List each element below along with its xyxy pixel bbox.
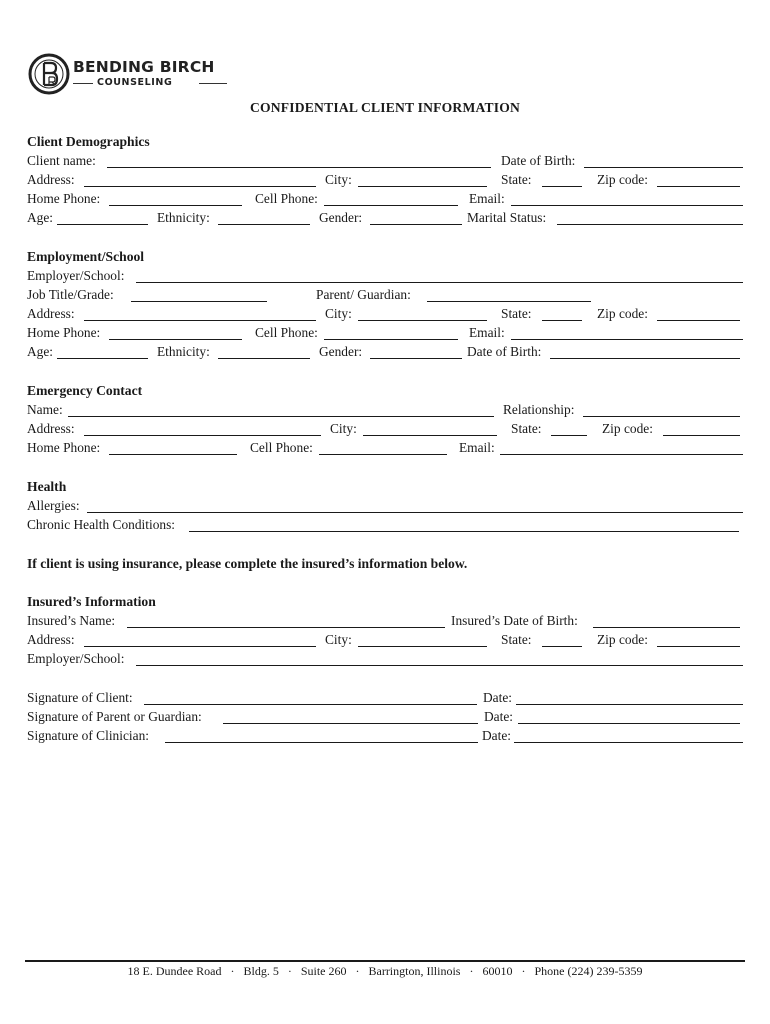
parent-signature-row <box>27 708 743 727</box>
section-heading-emergency-contact: Emergency Contact <box>27 383 143 398</box>
clinician-signature-date-label: Date: <box>482 728 511 743</box>
insured-address-label: Address: <box>27 632 75 647</box>
emergency-relationship-label: Relationship: <box>503 402 575 417</box>
emergency-name-field[interactable] <box>68 401 494 417</box>
emergency-email-label: Email: <box>459 440 495 455</box>
insured-address-row <box>27 631 743 650</box>
insured-address-field[interactable] <box>84 631 316 647</box>
insured-state-field[interactable] <box>542 631 582 647</box>
emergency-city-field[interactable] <box>363 420 497 436</box>
emergency-relationship-field[interactable] <box>583 401 740 417</box>
section-heading-employment: Employment/School <box>27 249 145 264</box>
client-gender-label: Gender: <box>319 210 363 225</box>
emergency-city-label: City: <box>330 421 357 436</box>
allergies-label: Allergies: <box>27 498 80 513</box>
client-city-label: City: <box>325 172 352 187</box>
job-title-row <box>27 286 743 305</box>
parent-guardian-field[interactable] <box>427 286 591 302</box>
client-email-field[interactable] <box>511 190 743 206</box>
employer-field[interactable] <box>136 267 743 283</box>
client-zip-label: Zip code: <box>597 172 648 187</box>
employment-state-field[interactable] <box>542 305 582 321</box>
client-address-field[interactable] <box>84 171 316 187</box>
insured-dob-label: Insured’s Date of Birth: <box>451 613 578 628</box>
emergency-name-row <box>27 401 743 420</box>
employment-zip-label: Zip code: <box>597 306 648 321</box>
insured-zip-label: Zip code: <box>597 632 648 647</box>
parent-signature-date-field[interactable] <box>518 708 740 724</box>
parent-signature-label: Signature of Parent or Guardian: <box>27 709 202 724</box>
client-dob-field[interactable] <box>584 152 743 168</box>
emergency-address-label: Address: <box>27 421 75 436</box>
employment-state-label: State: <box>501 306 532 321</box>
employment-email-label: Email: <box>469 325 505 340</box>
client-name-row <box>27 152 743 171</box>
employment-gender-label: Gender: <box>319 344 363 359</box>
chronic-conditions-field[interactable] <box>189 516 739 532</box>
client-age-label: Age: <box>27 210 54 225</box>
allergies-field[interactable] <box>87 497 743 513</box>
insured-city-label: City: <box>325 632 352 647</box>
clinician-signature-label: Signature of Clinician: <box>27 728 149 743</box>
client-address-row <box>27 171 743 190</box>
emergency-zip-label: Zip code: <box>602 421 653 436</box>
client-home-phone-label: Home Phone: <box>27 191 101 206</box>
emergency-email-field[interactable] <box>500 439 743 455</box>
client-gender-field[interactable] <box>370 209 462 225</box>
job-title-label: Job Title/Grade: <box>27 287 114 302</box>
employment-email-field[interactable] <box>511 324 743 340</box>
insured-name-row <box>27 612 743 631</box>
job-title-field[interactable] <box>131 286 267 302</box>
client-cell-phone-field[interactable] <box>324 190 458 206</box>
client-email-label: Email: <box>469 191 505 206</box>
allergies-row <box>27 497 743 516</box>
client-cell-phone-label: Cell Phone: <box>255 191 318 206</box>
client-ethnicity-field[interactable] <box>218 209 310 225</box>
emergency-state-label: State: <box>511 421 542 436</box>
parent-signature-date-label: Date: <box>484 709 513 724</box>
client-age-row <box>27 209 743 228</box>
logo-sub-text: COUNSELING <box>97 77 173 88</box>
logo-subtitle <box>73 77 227 89</box>
insured-state-label: State: <box>501 632 532 647</box>
client-state-field[interactable] <box>542 171 582 187</box>
client-name-field[interactable] <box>107 152 491 168</box>
employment-address-label: Address: <box>27 306 75 321</box>
client-signature-date-label: Date: <box>483 690 512 705</box>
footer-rule <box>25 960 745 962</box>
employment-gender-field[interactable] <box>370 343 462 359</box>
logo-name: BENDING BIRCH <box>73 58 215 76</box>
clinician-signature-row <box>27 727 743 746</box>
employment-dob-label: Date of Birth: <box>467 344 542 359</box>
employment-cell-phone-label: Cell Phone: <box>255 325 318 340</box>
chronic-conditions-row <box>27 516 743 535</box>
client-signature-row <box>27 689 743 708</box>
client-zip-field[interactable] <box>657 171 740 187</box>
emergency-address-row <box>27 420 743 439</box>
bending-birch-logo <box>27 52 215 96</box>
emergency-address-field[interactable] <box>84 420 321 436</box>
employer-row <box>27 267 743 286</box>
client-home-phone-field[interactable] <box>109 190 242 206</box>
logo-rule-right <box>199 83 227 84</box>
client-address-label: Address: <box>27 172 75 187</box>
parent-signature-field[interactable] <box>223 708 478 724</box>
insured-employer-row <box>27 650 743 669</box>
clinician-signature-date-field[interactable] <box>514 727 743 743</box>
client-signature-date-field[interactable] <box>516 689 743 705</box>
client-city-field[interactable] <box>358 171 487 187</box>
employment-home-phone-field[interactable] <box>109 324 242 340</box>
client-marital-status-field[interactable] <box>557 209 743 225</box>
emergency-state-field[interactable] <box>551 420 587 436</box>
client-ethnicity-label: Ethnicity: <box>157 210 210 225</box>
employment-home-phone-label: Home Phone: <box>27 325 101 340</box>
emergency-cell-phone-field[interactable] <box>319 439 447 455</box>
client-dob-label: Date of Birth: <box>501 153 576 168</box>
employment-city-label: City: <box>325 306 352 321</box>
emergency-phone-row <box>27 439 743 458</box>
client-marital-status-label: Marital Status: <box>467 210 547 225</box>
employment-address-row <box>27 305 743 324</box>
employment-ethnicity-field[interactable] <box>218 343 310 359</box>
employment-age-row <box>27 343 743 362</box>
employer-label: Employer/School: <box>27 268 125 283</box>
insured-zip-field[interactable] <box>657 631 740 647</box>
section-heading-insured: Insured’s Information <box>27 594 156 609</box>
client-age-field[interactable] <box>57 209 148 225</box>
logo-rule-left <box>73 83 93 84</box>
client-signature-label: Signature of Client: <box>27 690 133 705</box>
insured-name-label: Insured’s Name: <box>27 613 116 628</box>
emergency-home-phone-field[interactable] <box>109 439 237 455</box>
insured-employer-field[interactable] <box>136 650 743 666</box>
employment-phone-row <box>27 324 743 343</box>
employment-ethnicity-label: Ethnicity: <box>157 344 210 359</box>
client-phone-row <box>27 190 743 209</box>
employment-dob-field[interactable] <box>550 343 740 359</box>
footer-address: 18 E. Dundee Road · Bldg. 5 · Suite 260 · Barrington, Illinois · 60010 · Phone (224) 239-5359 <box>127 964 643 978</box>
emergency-cell-phone-label: Cell Phone: <box>250 440 313 455</box>
employment-cell-phone-field[interactable] <box>324 324 458 340</box>
clinician-signature-field[interactable] <box>165 727 478 743</box>
logo-mark-icon <box>27 52 71 96</box>
insured-name-field[interactable] <box>127 612 445 628</box>
insured-employer-label: Employer/School: <box>27 651 125 666</box>
employment-address-field[interactable] <box>84 305 316 321</box>
client-state-label: State: <box>501 172 532 187</box>
chronic-conditions-label: Chronic Health Conditions: <box>27 517 176 532</box>
insured-city-field[interactable] <box>358 631 487 647</box>
employment-age-label: Age: <box>27 344 54 359</box>
parent-guardian-label: Parent/ Guardian: <box>316 287 411 302</box>
client-name-label: Client name: <box>27 153 96 168</box>
section-heading-health: Health <box>27 479 67 494</box>
client-signature-field[interactable] <box>144 689 477 705</box>
emergency-home-phone-label: Home Phone: <box>27 440 101 455</box>
section-heading-client-demographics: Client Demographics <box>27 134 150 149</box>
insurance-instruction: If client is using insurance, please complete the insured’s information below. <box>27 556 468 571</box>
emergency-name-label: Name: <box>27 402 63 417</box>
insured-dob-field[interactable] <box>593 612 740 628</box>
employment-zip-field[interactable] <box>657 305 740 321</box>
employment-city-field[interactable] <box>358 305 487 321</box>
page-title: CONFIDENTIAL CLIENT INFORMATION <box>249 100 521 115</box>
emergency-zip-field[interactable] <box>663 420 740 436</box>
employment-age-field[interactable] <box>57 343 148 359</box>
